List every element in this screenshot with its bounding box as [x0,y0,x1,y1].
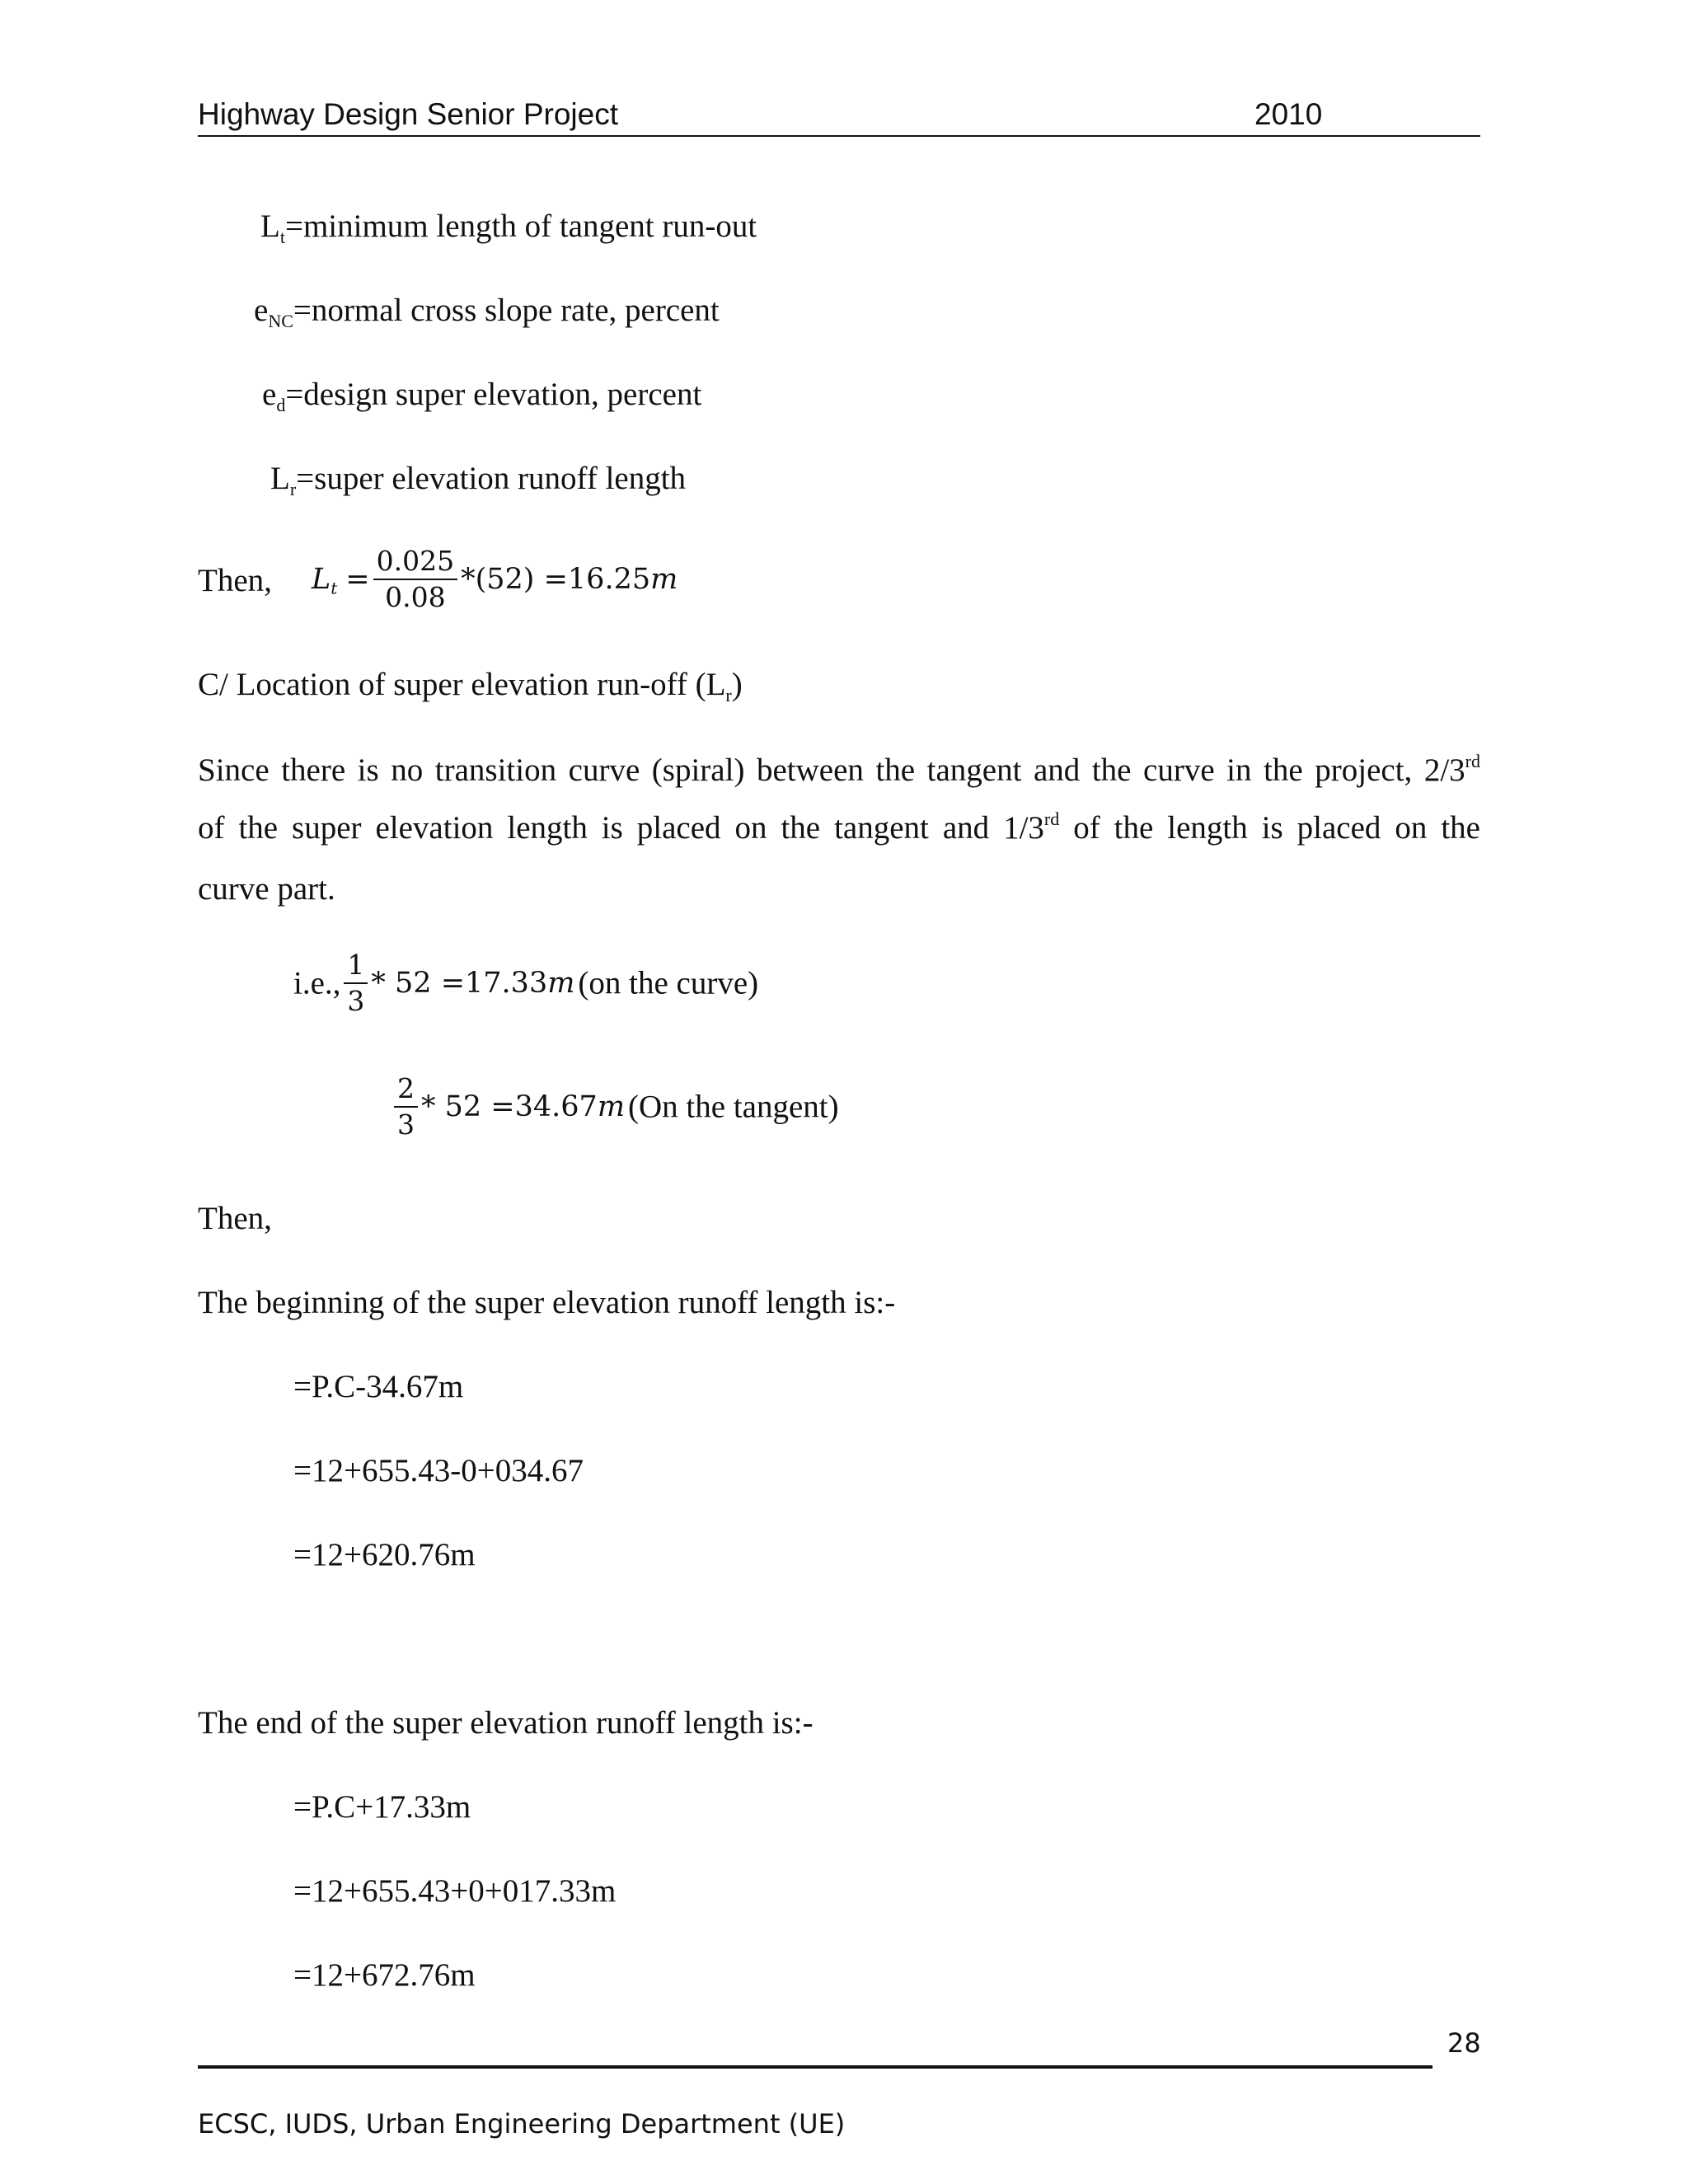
end-title: The end of the super elevation runoff length is:- [198,1705,814,1741]
beginning-line-2: =12+655.43-0+034.67 [293,1453,584,1488]
footer-rule [198,2065,1432,2069]
beginning-title: The beginning of the super elevation runoff length is:- [198,1285,896,1320]
page-number: 28 [1447,2027,1481,2059]
eq2-formula: i.e., $\frac{1}{3}$ * 52 =17.33m (on the curve) [293,949,759,1017]
eq3-fraction: $\frac{2}{3}$ [394,1071,418,1142]
eq3-formula: $\frac{2}{3}$ * 52 =34.67m (On the tangent) [394,1071,839,1142]
section-heading: C/ Location of super elevation run-off $(L_r)$ [198,667,743,705]
paragraph-line-1: Since there is no transition curve (spiral) between the tangent and the curve in the project, 2/3rd [198,751,1480,788]
header-year: 2010 [1254,97,1323,131]
beginning-line-1: =P.C-34.67m [293,1369,464,1404]
eq2-fraction: $\frac{1}{3}$ [344,948,368,1019]
definition-ed: $e_d=design$ super elevation, percent [262,377,702,415]
paragraph-line-2: of the super elevation length is placed on the tangent and 1/3rd of the length is placed on the [198,808,1480,846]
beginning-line-3: =12+620.76m [293,1537,476,1572]
definition-lr: $L_r=super$ elevation runoff length [270,461,687,499]
end-line-1: =P.C+17.33m [293,1789,471,1825]
definition-enc: $e_{NC}=normal$ cross slope rate, percent [254,293,720,331]
eq1-prefix: Then, [198,563,272,598]
header-title: Highway Design Senior Project [198,97,619,131]
header-rule [198,135,1480,137]
eq1-formula: Lt = $\frac{0.025}{0.08}$ *(52) =16.25m [312,545,678,613]
paragraph-line-3: curve part. [198,871,335,907]
then-label: Then, [198,1201,272,1236]
definition-lt: $L_t=minimum$ length of tangent run-out [260,209,757,247]
end-line-3: =12+672.76m [293,1957,476,1993]
end-line-2: =12+655.43+0+017.33m [293,1873,617,1909]
eq1-fraction: $\frac{0.025}{0.08}$ [373,544,457,615]
footer-text: ECSC, IUDS, Urban Engineering Department (UE) [198,2108,846,2139]
